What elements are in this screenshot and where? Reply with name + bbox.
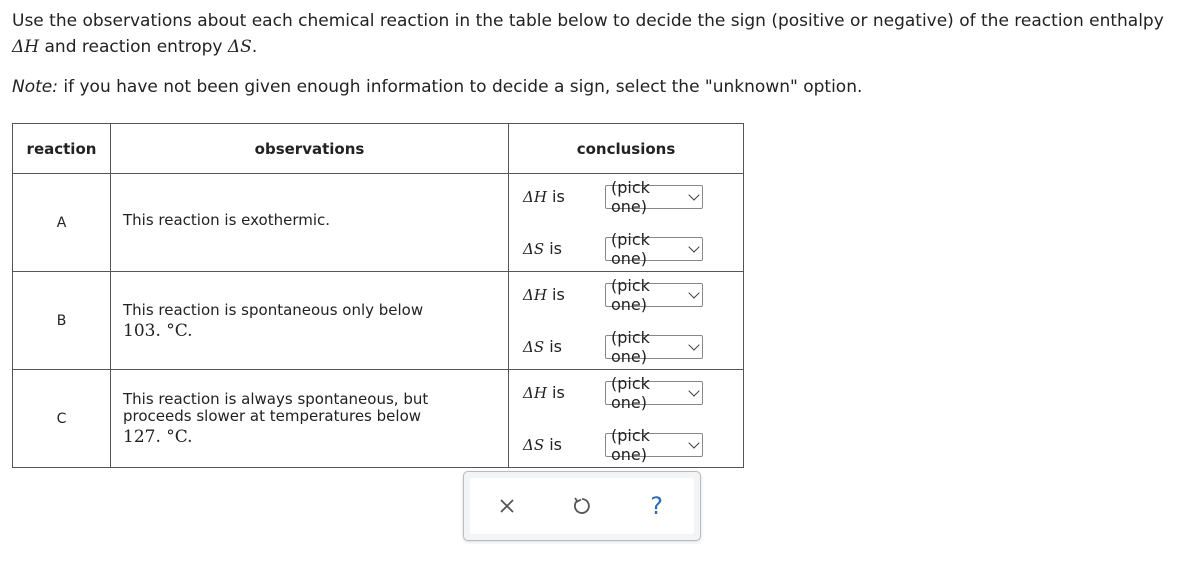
instructions-text: Use the observations about each chemical reaction in the table below to decide the sign (positive or negative) of the reaction enthalpy: [12, 11, 1164, 31]
delta-s-label: ΔS: [523, 240, 545, 258]
chevron-down-icon: [688, 385, 699, 396]
observation-cell: [111, 174, 509, 272]
chevron-down-icon: [688, 287, 699, 298]
is-label: is: [544, 239, 562, 258]
delta-s-label: ΔS: [523, 338, 545, 356]
observation-cell: [111, 272, 509, 370]
delta-h-symbol: ΔH: [12, 37, 40, 57]
table-row: [13, 370, 744, 468]
chevron-down-icon: [688, 339, 699, 350]
reaction-label: B: [13, 272, 111, 370]
answer-toolbar: [463, 471, 701, 541]
select-value: (pick one): [611, 327, 650, 366]
instructions: [12, 8, 1192, 60]
note-text: if you have not been given enough information to decide a sign, select the "unknown" option.: [57, 77, 863, 97]
entropy-line: [523, 229, 743, 268]
header-conclusions: conclusions: [509, 124, 744, 174]
entropy-sign-select[interactable]: [605, 229, 703, 268]
instructions-period: .: [251, 37, 258, 57]
table-row: [13, 272, 744, 370]
select-value: (pick one): [611, 275, 650, 314]
observation-cell: [111, 370, 509, 468]
delta-s-label: ΔS: [523, 436, 545, 454]
table-header-row: [13, 124, 744, 174]
observation-value: 103. °C.: [123, 320, 193, 341]
header-reaction: reaction: [13, 124, 111, 174]
conclusions-cell: [509, 370, 744, 468]
delta-s-symbol: ΔS: [227, 37, 252, 57]
delta-h-label: ΔH: [523, 384, 547, 402]
reaction-table: [12, 123, 744, 468]
close-icon: [498, 497, 516, 515]
delta-h-label: ΔH: [523, 188, 547, 206]
reaction-label: C: [13, 370, 111, 468]
chevron-down-icon: [688, 189, 699, 200]
enthalpy-line: [523, 275, 743, 314]
note-label: Note:: [12, 77, 58, 97]
undo-button[interactable]: [562, 486, 602, 526]
clear-button[interactable]: [487, 486, 527, 526]
is-label: is: [546, 285, 565, 304]
observation-text: This reaction is exothermic.: [123, 211, 331, 229]
conclusions-cell: [509, 272, 744, 370]
is-label: is: [544, 337, 562, 356]
note: [12, 74, 862, 100]
entropy-line: [523, 327, 743, 366]
entropy-line: [523, 425, 743, 464]
enthalpy-sign-select[interactable]: [605, 275, 703, 314]
chevron-down-icon: [688, 241, 699, 252]
observation-text: This reaction is always spontaneous, but proceeds slower at temperatures below: [123, 390, 429, 425]
observation-text: This reaction is spontaneous only below: [123, 300, 424, 319]
enthalpy-sign-select[interactable]: [605, 177, 703, 216]
undo-icon: [571, 495, 593, 517]
is-label: is: [546, 187, 565, 206]
help-button[interactable]: [637, 486, 677, 526]
reaction-label: A: [13, 174, 111, 272]
enthalpy-line: [523, 177, 743, 216]
delta-h-label: ΔH: [523, 286, 547, 304]
select-value: (pick one): [611, 373, 650, 412]
entropy-sign-select[interactable]: [605, 425, 703, 464]
enthalpy-sign-select[interactable]: [605, 373, 703, 412]
select-value: (pick one): [611, 425, 650, 464]
is-label: is: [546, 383, 565, 402]
conclusions-cell: [509, 174, 744, 272]
chevron-down-icon: [688, 437, 699, 448]
instructions-and: and reaction entropy: [39, 37, 228, 57]
question-icon: ?: [650, 492, 664, 520]
is-label: is: [544, 435, 562, 454]
select-value: (pick one): [611, 177, 650, 216]
table-row: [13, 174, 744, 272]
entropy-sign-select[interactable]: [605, 327, 703, 366]
enthalpy-line: [523, 373, 743, 412]
observation-value: 127. °C.: [123, 427, 193, 447]
select-value: (pick one): [611, 229, 650, 268]
header-observations: observations: [111, 124, 509, 174]
